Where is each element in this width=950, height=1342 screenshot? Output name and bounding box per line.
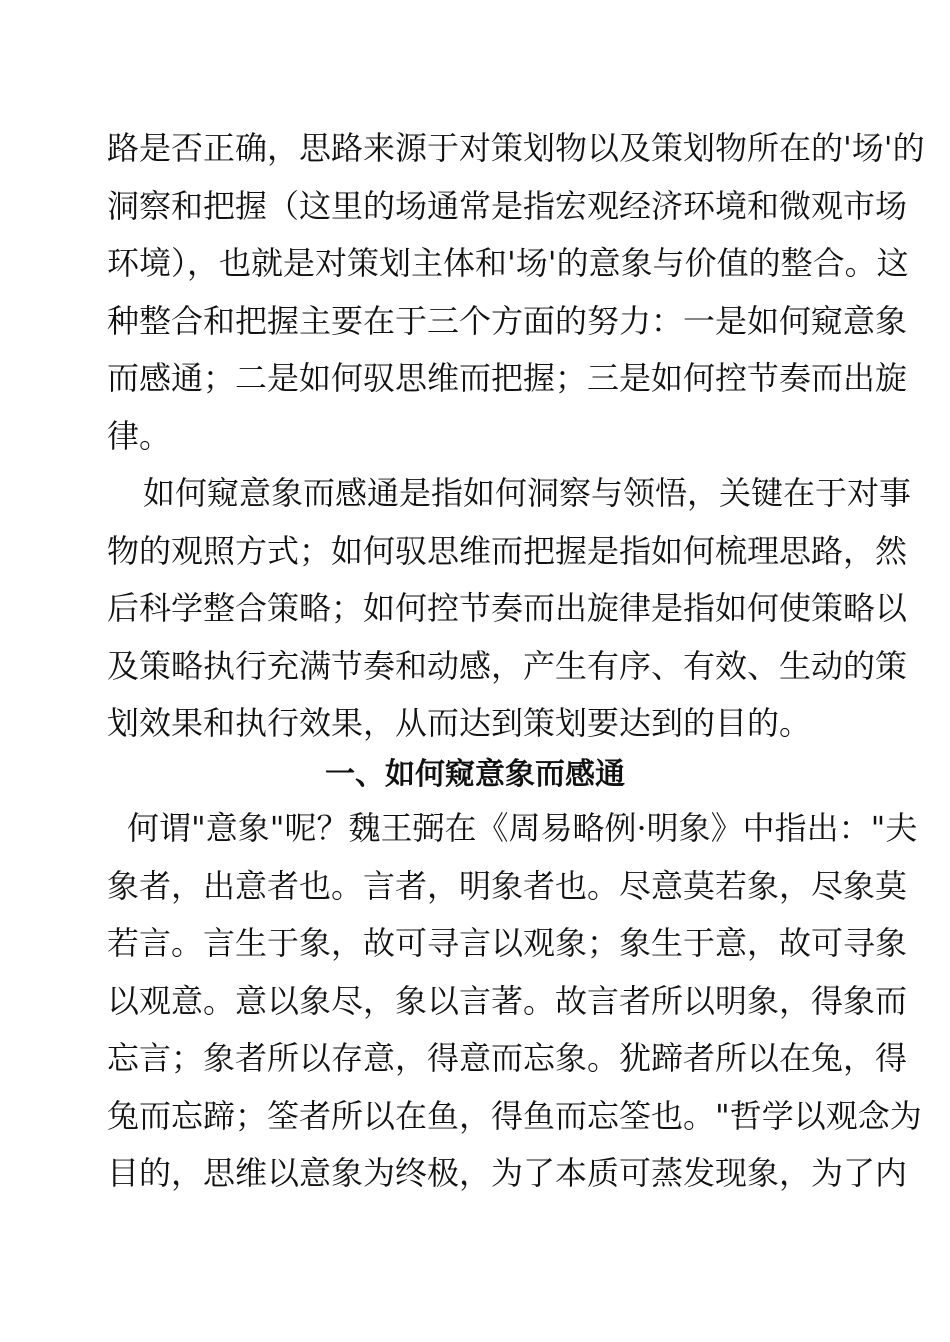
paragraph-line: 路是否正确，思路来源于对策划物以及策划物所在的'场'的 (107, 129, 925, 167)
paragraph-line: 种整合和把握主要在于三个方面的努力：一是如何窥意象 (107, 301, 908, 340)
paragraph-line: 何谓"意象"呢？魏王弼在《周易略例·明象》中指出："夫 (127, 809, 918, 847)
paragraph-line: 及策略执行充满节奏和动感，产生有序、有效、生动的策 (107, 646, 908, 685)
paragraph-line: 后科学整合策略；如何控节奏而出旋律是指如何使策略以 (107, 589, 908, 627)
paragraph-continuation (107, 120, 925, 465)
paragraph-line: 划效果和执行效果，从而达到策划要达到的目的。 (107, 704, 812, 742)
paragraph-line: 忘言；象者所以存意，得意而忘象。犹蹄者所以在兔，得 (107, 1039, 908, 1077)
paragraph-line: 律。 (107, 416, 172, 455)
paragraph-line: 象者，出意者也。言者，明象者也。尽意莫若象，尽象莫 (107, 866, 908, 905)
paragraph-yixiang (107, 800, 922, 1203)
paragraph-line: 洞察和把握（这里的场通常是指宏观经济环境和微观市场 (107, 186, 908, 225)
paragraph-line: 而感通；二是如何驭思维而把握；三是如何控节奏而出旋 (107, 359, 908, 397)
paragraph-line: 物的观照方式；如何驭思维而把握是指如何梳理思路，然 (107, 531, 908, 570)
paragraph-overview (107, 465, 912, 753)
paragraph-line: 目的，思维以意象为终极，为了本质可蒸发现象，为了内 (107, 1154, 908, 1192)
paragraph-line: 环境），也就是对策划主体和'场'的意象与价值的整合。这 (107, 244, 909, 282)
paragraph-line: 以观意。意以象尽，象以言著。故言者所以明象，得象而 (107, 981, 908, 1020)
section-heading: 一、如何窥意象而感通 (325, 757, 625, 792)
paragraph-line: 若言。言生于象，故可寻言以观象；象生于意，故可寻象 (107, 924, 908, 962)
paragraph-line: 兔而忘蹄；筌者所以在鱼，得鱼而忘筌也。"哲学以观念为 (107, 1096, 922, 1135)
paragraph-line: 如何窥意象而感通是指如何洞察与领悟，关键在于对事 (143, 474, 912, 512)
